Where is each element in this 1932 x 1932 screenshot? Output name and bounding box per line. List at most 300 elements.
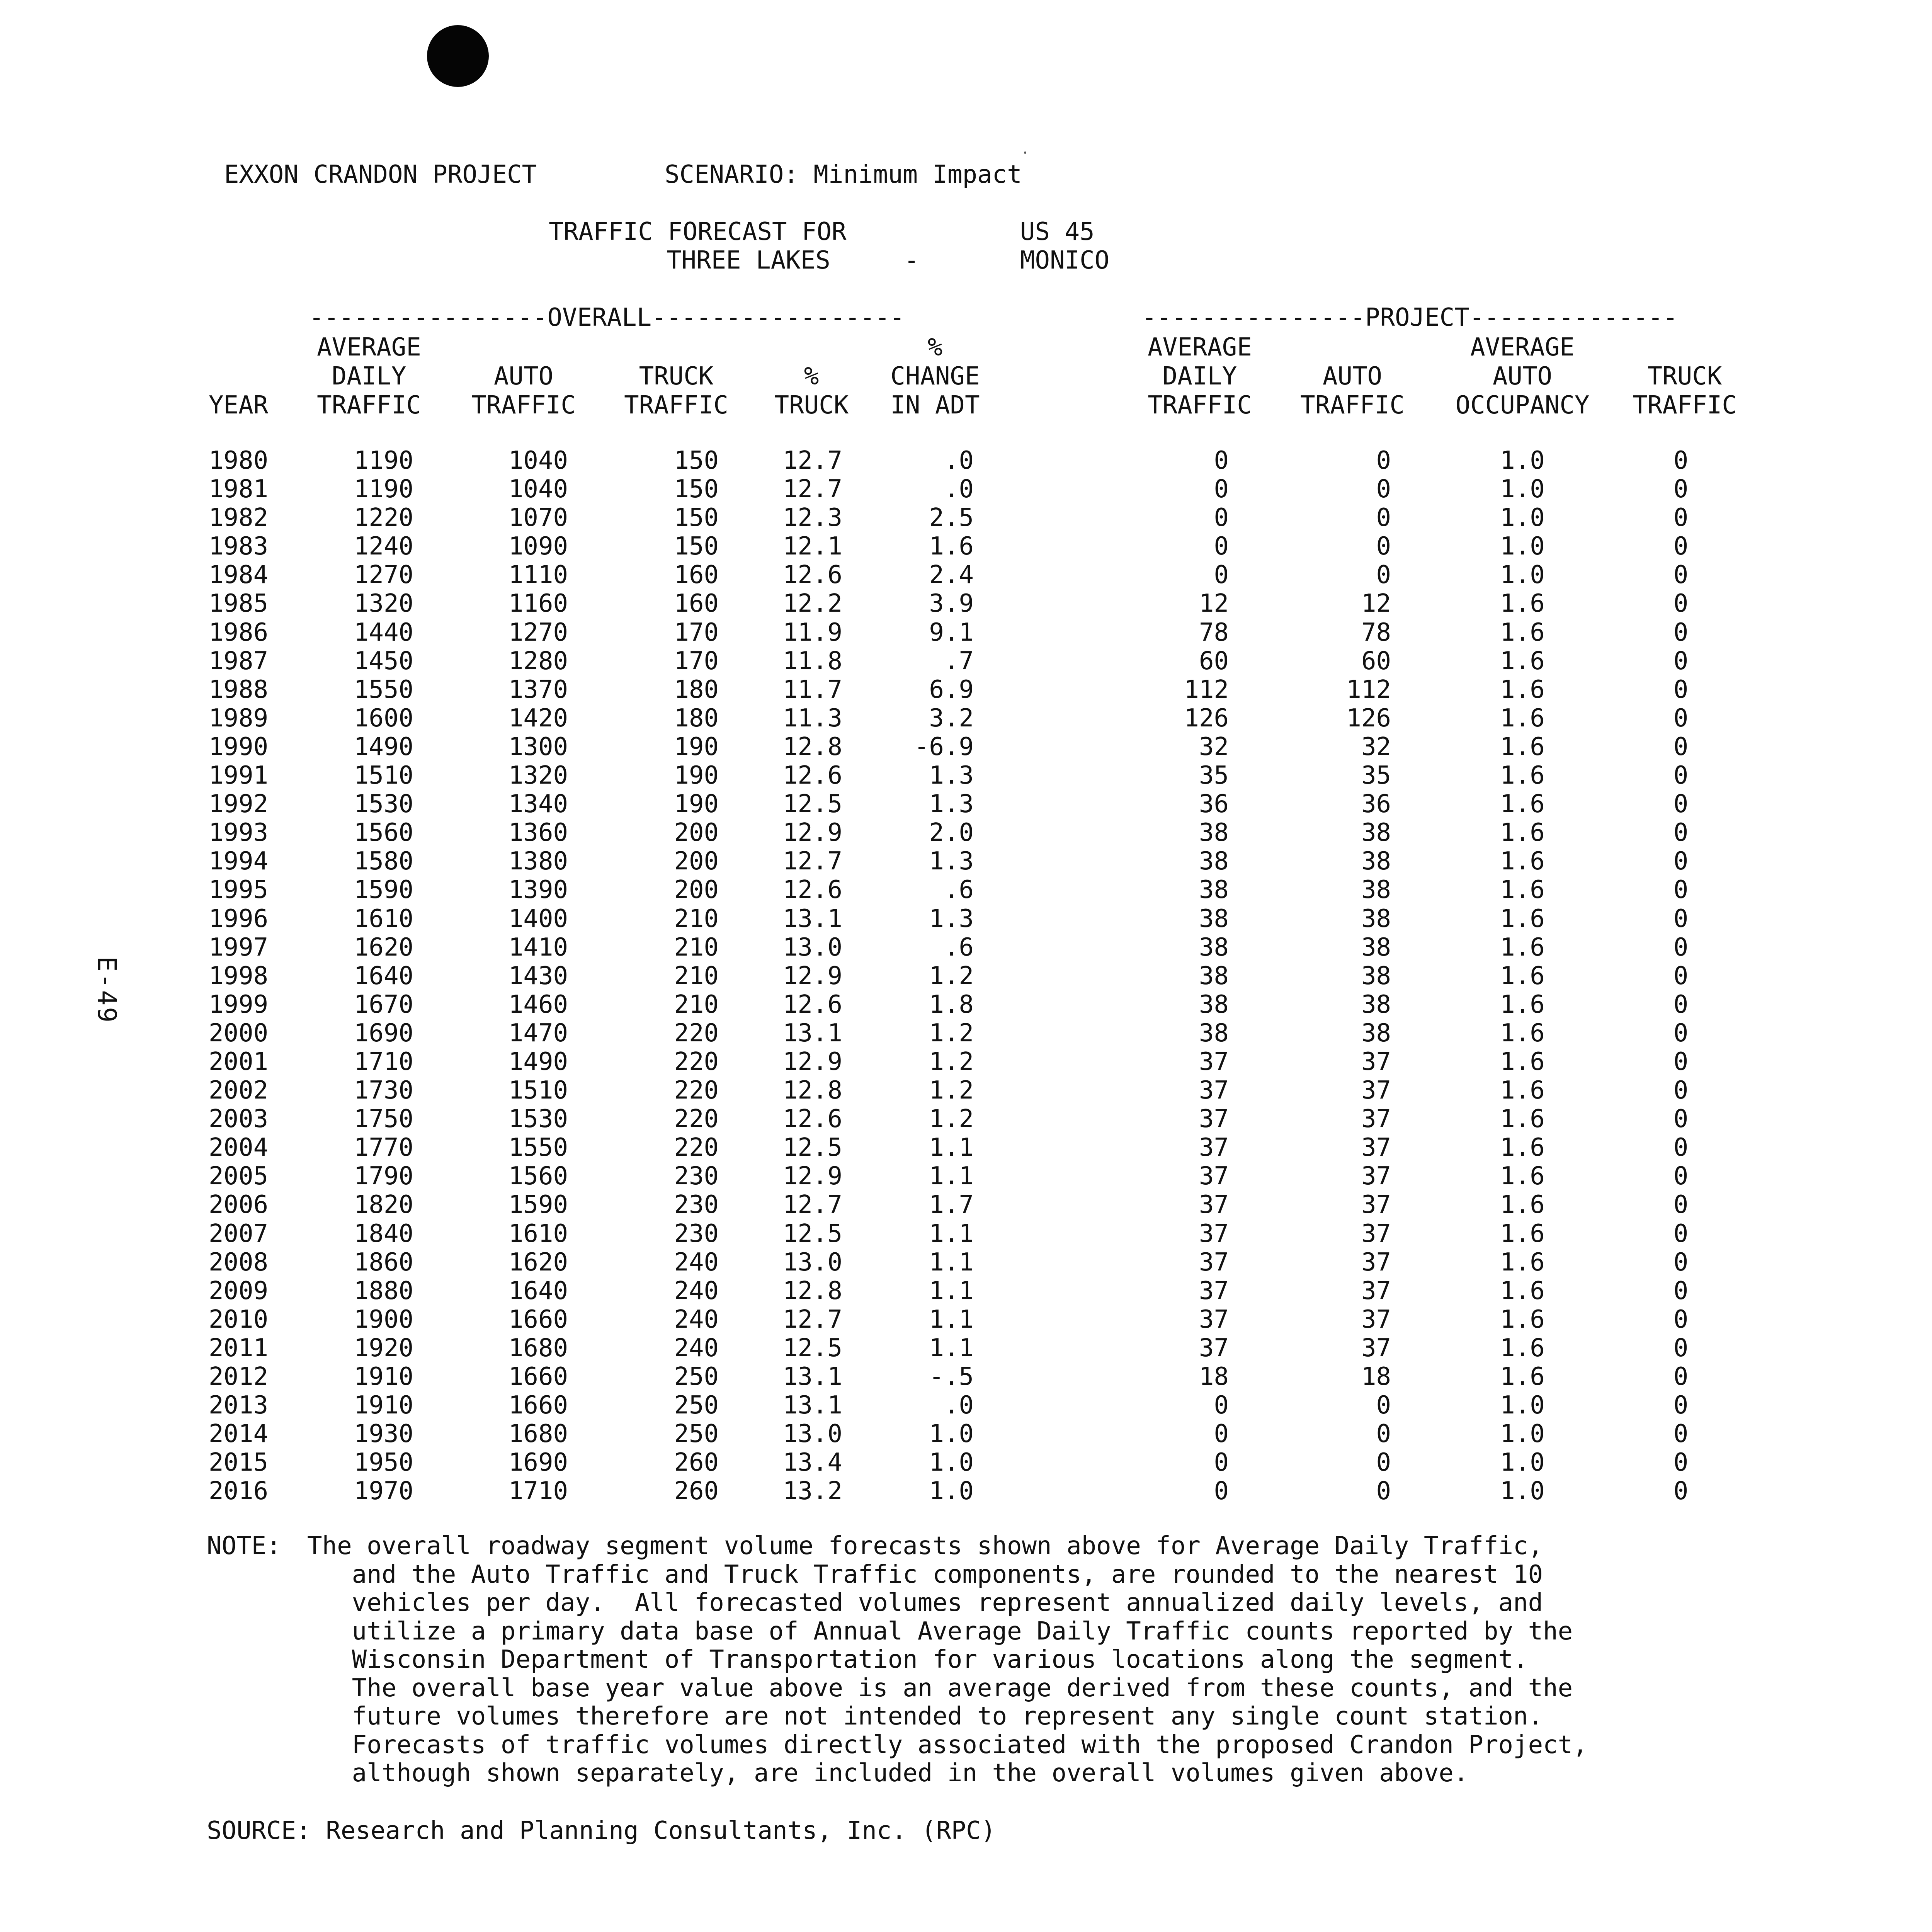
cell-pct-truck: 12.7 [782, 847, 842, 876]
cell-pct-change: 2.4 [929, 561, 974, 590]
cell-pct-change: 1.1 [929, 1162, 974, 1191]
cell-auto-traffic: 1040 [508, 475, 568, 504]
cell-pct-change: 1.1 [929, 1248, 974, 1277]
cell-adt: 1970 [354, 1477, 413, 1506]
cell-project-auto: 37 [1361, 1105, 1391, 1134]
cell-pct-truck: 13.1 [782, 1019, 842, 1048]
cell-pct-truck: 12.5 [782, 790, 842, 819]
cell-auto-traffic: 1560 [508, 1162, 568, 1191]
cell-auto-traffic: 1680 [508, 1420, 568, 1449]
cell-project-auto: 0 [1376, 446, 1391, 475]
cell-year: 2001 [209, 1047, 269, 1076]
cell-adt: 1590 [354, 876, 413, 905]
cell-project-adt: 0 [1214, 1448, 1229, 1477]
cell-project-occupancy: 1.6 [1500, 1162, 1545, 1191]
cell-truck-traffic: 190 [674, 732, 719, 761]
cell-project-truck: 0 [1673, 961, 1689, 990]
cell-project-adt: 37 [1199, 1133, 1229, 1162]
cell-year: 1982 [209, 503, 269, 532]
cell-pct-truck: 12.3 [782, 503, 842, 532]
cell-project-adt: 38 [1199, 933, 1229, 962]
cell-project-auto: 112 [1346, 675, 1391, 704]
cell-pct-change: .0 [944, 1391, 974, 1420]
cell-project-truck: 0 [1673, 561, 1689, 590]
cell-project-adt: 38 [1199, 1019, 1229, 1048]
cell-truck-traffic: 210 [674, 961, 719, 990]
cell-auto-traffic: 1320 [508, 761, 568, 790]
cell-project-truck: 0 [1673, 790, 1689, 819]
cell-project-truck: 0 [1673, 618, 1689, 647]
cell-project-auto: 35 [1361, 761, 1391, 790]
cell-pct-truck: 13.2 [782, 1477, 842, 1506]
cell-project-adt: 37 [1199, 1162, 1229, 1191]
route-label: US 45 [1020, 218, 1095, 246]
cell-pct-truck: 12.6 [782, 876, 842, 905]
cell-truck-traffic: 180 [674, 704, 719, 733]
cell-project-auto: 37 [1361, 1333, 1391, 1362]
cell-truck-traffic: 260 [674, 1448, 719, 1477]
column-year [209, 446, 286, 1505]
cell-pct-truck: 12.6 [782, 1105, 842, 1134]
cell-project-truck: 0 [1673, 1362, 1689, 1391]
project-title: EXXON CRANDON PROJECT [224, 160, 537, 189]
cell-truck-traffic: 170 [674, 618, 719, 647]
cell-project-occupancy: 1.6 [1500, 933, 1545, 962]
cell-project-auto: 32 [1361, 732, 1391, 761]
cell-adt: 1640 [354, 961, 413, 990]
cell-project-adt: 36 [1199, 790, 1229, 819]
cell-pct-truck: 12.7 [782, 1305, 842, 1334]
cell-adt: 1690 [354, 1019, 413, 1048]
cell-project-truck: 0 [1673, 933, 1689, 962]
cell-project-occupancy: 1.6 [1500, 1047, 1545, 1076]
cell-project-adt: 0 [1214, 446, 1229, 475]
cell-project-truck: 0 [1673, 1076, 1689, 1105]
cell-project-occupancy: 1.6 [1500, 704, 1545, 733]
cell-project-occupancy: 1.6 [1500, 1333, 1545, 1362]
scenario-label: SCENARIO: Minimum Impact [665, 160, 1022, 189]
cell-adt: 1220 [354, 503, 413, 532]
cell-project-adt: 38 [1199, 961, 1229, 990]
cell-truck-traffic: 220 [674, 1047, 719, 1076]
cell-truck-traffic: 220 [674, 1019, 719, 1048]
cell-adt: 1930 [354, 1420, 413, 1449]
cell-project-adt: 0 [1214, 475, 1229, 504]
page-number: E-49 [92, 956, 122, 1024]
cell-adt: 1600 [354, 704, 413, 733]
cell-truck-traffic: 260 [674, 1477, 719, 1506]
cell-year: 2016 [209, 1477, 269, 1506]
cell-pct-truck: 12.1 [782, 532, 842, 561]
cell-project-adt: 0 [1214, 503, 1229, 532]
cell-pct-truck: 13.1 [782, 904, 842, 933]
cell-project-occupancy: 1.6 [1500, 847, 1545, 876]
cell-auto-traffic: 1390 [508, 876, 568, 905]
cell-project-occupancy: 1.0 [1500, 475, 1545, 504]
cell-pct-truck: 13.1 [782, 1391, 842, 1420]
cell-year: 1999 [209, 990, 269, 1019]
cell-year: 1996 [209, 904, 269, 933]
cell-truck-traffic: 180 [674, 675, 719, 704]
cell-project-adt: 0 [1214, 532, 1229, 561]
cell-auto-traffic: 1090 [508, 532, 568, 561]
note-label: NOTE: [207, 1532, 281, 1560]
cell-adt: 1750 [354, 1105, 413, 1134]
cell-project-auto: 37 [1361, 1219, 1391, 1248]
cell-adt: 1440 [354, 618, 413, 647]
cell-truck-traffic: 220 [674, 1076, 719, 1105]
cell-auto-traffic: 1660 [508, 1305, 568, 1334]
cell-project-occupancy: 1.6 [1500, 1362, 1545, 1391]
cell-year: 2011 [209, 1333, 269, 1362]
cell-truck-traffic: 210 [674, 990, 719, 1019]
cell-project-auto: 0 [1376, 1448, 1391, 1477]
cell-year: 2009 [209, 1276, 269, 1305]
cell-adt: 1620 [354, 933, 413, 962]
cell-pct-truck: 12.9 [782, 818, 842, 847]
cell-pct-change: 1.8 [929, 990, 974, 1019]
cell-adt: 1820 [354, 1190, 413, 1219]
cell-project-adt: 38 [1199, 990, 1229, 1019]
cell-project-auto: 0 [1376, 532, 1391, 561]
cell-truck-traffic: 170 [674, 646, 719, 675]
cell-project-occupancy: 1.0 [1500, 446, 1545, 475]
header-auto: AUTO TRAFFIC [471, 362, 576, 420]
cell-auto-traffic: 1530 [508, 1105, 568, 1134]
cell-project-truck: 0 [1673, 1019, 1689, 1048]
cell-pct-change: 1.3 [929, 790, 974, 819]
cell-pct-truck: 12.7 [782, 446, 842, 475]
cell-truck-traffic: 240 [674, 1305, 719, 1334]
cell-truck-traffic: 250 [674, 1420, 719, 1449]
cell-truck-traffic: 160 [674, 561, 719, 590]
cell-project-truck: 0 [1673, 818, 1689, 847]
cell-project-truck: 0 [1673, 904, 1689, 933]
cell-project-truck: 0 [1673, 1276, 1689, 1305]
punch-hole-left [427, 25, 489, 87]
cell-auto-traffic: 1110 [508, 561, 568, 590]
cell-project-adt: 37 [1199, 1333, 1229, 1362]
source-line: SOURCE: Research and Planning Consultants, Inc. (RPC) [207, 1816, 996, 1845]
cell-year: 1981 [209, 475, 269, 504]
cell-truck-traffic: 200 [674, 876, 719, 905]
cell-pct-change: .6 [944, 933, 974, 962]
cell-pct-change: 1.6 [929, 532, 974, 561]
column-pct-truck [765, 446, 842, 1505]
cell-pct-change: 1.1 [929, 1333, 974, 1362]
cell-pct-change: 1.2 [929, 961, 974, 990]
cell-pct-truck: 13.0 [782, 1248, 842, 1277]
cell-pct-change: 1.7 [929, 1190, 974, 1219]
cell-year: 2012 [209, 1362, 269, 1391]
cell-project-auto: 38 [1361, 818, 1391, 847]
cell-project-occupancy: 1.6 [1500, 990, 1545, 1019]
cell-truck-traffic: 210 [674, 933, 719, 962]
cell-adt: 1510 [354, 761, 413, 790]
cell-adt: 1240 [354, 532, 413, 561]
cell-truck-traffic: 150 [674, 532, 719, 561]
cell-year: 2008 [209, 1248, 269, 1277]
cell-project-occupancy: 1.6 [1500, 961, 1545, 990]
cell-project-adt: 37 [1199, 1276, 1229, 1305]
cell-year: 2013 [209, 1391, 269, 1420]
cell-project-truck: 0 [1673, 1391, 1689, 1420]
cell-project-adt: 37 [1199, 1190, 1229, 1219]
cell-project-truck: 0 [1673, 876, 1689, 905]
cell-project-occupancy: 1.6 [1500, 790, 1545, 819]
cell-auto-traffic: 1380 [508, 847, 568, 876]
cell-project-auto: 37 [1361, 1248, 1391, 1277]
note-text: The overall roadway segment volume forecasts shown above for Average Daily Traffic, and the Auto Traffic and Truck Traffic components, are rounded to the nearest 10 vehicles per day. All forecasted volumes represent annualized daily levels, and utilize a primary data base of Annual Average Daily Traffic counts reported by the Wisconsin Department of Transportation for various locations along the segment. The overall base year value above is an average derived from these counts, and the future volumes therefore are not intended to represent any single count station. Forecasts of traffic volumes directly associated with the proposed Crandon Project, although shown separately, are included in the overall volumes given above. [307, 1532, 1588, 1787]
cell-project-auto: 0 [1376, 1420, 1391, 1449]
cell-adt: 1770 [354, 1133, 413, 1162]
cell-pct-change: 1.3 [929, 904, 974, 933]
cell-auto-traffic: 1640 [508, 1276, 568, 1305]
cell-year: 2015 [209, 1448, 269, 1477]
cell-project-auto: 38 [1361, 961, 1391, 990]
cell-project-truck: 0 [1673, 847, 1689, 876]
cell-project-auto: 0 [1376, 475, 1391, 504]
cell-pct-truck: 11.3 [782, 704, 842, 733]
cell-project-truck: 0 [1673, 761, 1689, 790]
cell-project-occupancy: 1.0 [1500, 561, 1545, 590]
cell-project-adt: 0 [1214, 1420, 1229, 1449]
cell-truck-traffic: 160 [674, 589, 719, 618]
cell-project-truck: 0 [1673, 1420, 1689, 1449]
cell-pct-truck: 12.5 [782, 1133, 842, 1162]
cell-auto-traffic: 1160 [508, 589, 568, 618]
cell-auto-traffic: 1070 [508, 503, 568, 532]
cell-pct-change: .0 [944, 475, 974, 504]
cell-pct-truck: 12.9 [782, 961, 842, 990]
cell-adt: 1920 [354, 1333, 413, 1362]
cell-project-occupancy: 1.0 [1500, 503, 1545, 532]
cell-project-occupancy: 1.6 [1500, 1276, 1545, 1305]
column-auto [464, 446, 568, 1505]
cell-truck-traffic: 240 [674, 1276, 719, 1305]
cell-project-auto: 60 [1361, 646, 1391, 675]
cell-project-truck: 0 [1673, 1477, 1689, 1506]
header-project-truck: TRUCK TRAFFIC [1633, 362, 1737, 420]
cell-auto-traffic: 1460 [508, 990, 568, 1019]
cell-auto-traffic: 1300 [508, 732, 568, 761]
header-adt: AVERAGE DAILY TRAFFIC [317, 333, 421, 420]
cell-project-auto: 0 [1376, 1477, 1391, 1506]
cell-project-occupancy: 1.6 [1500, 589, 1545, 618]
cell-project-adt: 0 [1214, 1477, 1229, 1506]
cell-project-auto: 37 [1361, 1276, 1391, 1305]
cell-project-auto: 38 [1361, 904, 1391, 933]
cell-pct-change: .6 [944, 876, 974, 905]
overall-group-header: ----------------OVERALL----------------- [309, 305, 905, 330]
cell-project-auto: 37 [1361, 1076, 1391, 1105]
cell-adt: 1910 [354, 1362, 413, 1391]
cell-year: 2003 [209, 1105, 269, 1134]
cell-pct-change: 2.0 [929, 818, 974, 847]
cell-adt: 1190 [354, 475, 413, 504]
cell-truck-traffic: 200 [674, 818, 719, 847]
cell-auto-traffic: 1370 [508, 675, 568, 704]
cell-project-truck: 0 [1673, 1190, 1689, 1219]
cell-pct-change: 1.3 [929, 761, 974, 790]
cell-auto-traffic: 1400 [508, 904, 568, 933]
cell-auto-traffic: 1660 [508, 1391, 568, 1420]
column-truck [618, 446, 719, 1505]
cell-year: 1984 [209, 561, 269, 590]
segment-from: THREE LAKES [667, 246, 830, 275]
header-pct-truck: % TRUCK [774, 362, 849, 420]
cell-project-occupancy: 1.6 [1500, 1133, 1545, 1162]
cell-project-auto: 37 [1361, 1190, 1391, 1219]
cell-project-occupancy: 1.6 [1500, 618, 1545, 647]
cell-project-adt: 126 [1184, 704, 1229, 733]
cell-project-adt: 37 [1199, 1219, 1229, 1248]
cell-project-auto: 78 [1361, 618, 1391, 647]
cell-project-occupancy: 1.6 [1500, 646, 1545, 675]
cell-project-adt: 32 [1199, 732, 1229, 761]
cell-truck-traffic: 230 [674, 1219, 719, 1248]
cell-project-truck: 0 [1673, 1333, 1689, 1362]
cell-auto-traffic: 1620 [508, 1248, 568, 1277]
cell-pct-truck: 12.5 [782, 1333, 842, 1362]
cell-project-occupancy: 1.6 [1500, 1190, 1545, 1219]
cell-pct-truck: 12.7 [782, 1190, 842, 1219]
header-pct-change: % CHANGE IN ADT [890, 333, 980, 420]
cell-adt: 1560 [354, 818, 413, 847]
cell-pct-truck: 12.9 [782, 1047, 842, 1076]
cell-project-auto: 37 [1361, 1162, 1391, 1191]
column-project-occupancy [1453, 446, 1592, 1505]
column-pct-change [881, 446, 974, 1505]
cell-truck-traffic: 200 [674, 847, 719, 876]
cell-project-truck: 0 [1673, 1219, 1689, 1248]
cell-adt: 1910 [354, 1391, 413, 1420]
cell-project-truck: 0 [1673, 1105, 1689, 1134]
cell-project-occupancy: 1.6 [1500, 1219, 1545, 1248]
cell-project-occupancy: 1.0 [1500, 1391, 1545, 1420]
cell-project-adt: 0 [1214, 561, 1229, 590]
cell-project-truck: 0 [1673, 446, 1689, 475]
cell-auto-traffic: 1550 [508, 1133, 568, 1162]
cell-project-occupancy: 1.6 [1500, 1305, 1545, 1334]
cell-year: 2010 [209, 1305, 269, 1334]
cell-project-adt: 18 [1199, 1362, 1229, 1391]
cell-project-adt: 37 [1199, 1305, 1229, 1334]
cell-pct-change: 1.1 [929, 1219, 974, 1248]
cell-project-adt: 38 [1199, 847, 1229, 876]
header-project-occupancy: AVERAGE AUTO OCCUPANCY [1455, 333, 1590, 420]
cell-pct-change: -6.9 [914, 732, 974, 761]
cell-truck-traffic: 250 [674, 1362, 719, 1391]
cell-project-adt: 0 [1214, 1391, 1229, 1420]
cell-truck-traffic: 220 [674, 1133, 719, 1162]
cell-pct-change: 1.2 [929, 1019, 974, 1048]
cell-truck-traffic: 190 [674, 790, 719, 819]
cell-pct-truck: 13.1 [782, 1362, 842, 1391]
cell-truck-traffic: 230 [674, 1162, 719, 1191]
cell-project-occupancy: 1.0 [1500, 532, 1545, 561]
cell-project-occupancy: 1.6 [1500, 904, 1545, 933]
cell-project-auto: 0 [1376, 1391, 1391, 1420]
cell-project-auto: 0 [1376, 561, 1391, 590]
cell-year: 2005 [209, 1162, 269, 1191]
cell-truck-traffic: 150 [674, 475, 719, 504]
cell-adt: 1710 [354, 1047, 413, 1076]
forecast-label: TRAFFIC FORECAST FOR [549, 218, 847, 246]
cell-project-adt: 112 [1184, 675, 1229, 704]
cell-pct-change: 1.1 [929, 1276, 974, 1305]
cell-auto-traffic: 1590 [508, 1190, 568, 1219]
cell-pct-change: -.5 [929, 1362, 974, 1391]
cell-auto-traffic: 1040 [508, 446, 568, 475]
cell-adt: 1580 [354, 847, 413, 876]
cell-auto-traffic: 1340 [508, 790, 568, 819]
cell-project-occupancy: 1.6 [1500, 732, 1545, 761]
cell-truck-traffic: 220 [674, 1105, 719, 1134]
cell-project-adt: 38 [1199, 876, 1229, 905]
cell-project-truck: 0 [1673, 1133, 1689, 1162]
cell-pct-truck: 12.9 [782, 1162, 842, 1191]
cell-year: 1993 [209, 818, 269, 847]
cell-project-adt: 37 [1199, 1076, 1229, 1105]
cell-auto-traffic: 1680 [508, 1333, 568, 1362]
cell-project-auto: 126 [1346, 704, 1391, 733]
cell-project-occupancy: 1.6 [1500, 1019, 1545, 1048]
cell-project-adt: 37 [1199, 1105, 1229, 1134]
cell-adt: 1950 [354, 1448, 413, 1477]
cell-project-adt: 38 [1199, 818, 1229, 847]
project-group-header: ---------------PROJECT-------------- [1142, 305, 1678, 330]
segment-dash: - [904, 246, 919, 275]
cell-pct-truck: 12.7 [782, 475, 842, 504]
cell-project-truck: 0 [1673, 704, 1689, 733]
cell-project-occupancy: 1.6 [1500, 818, 1545, 847]
cell-adt: 1190 [354, 446, 413, 475]
cell-truck-traffic: 150 [674, 446, 719, 475]
cell-project-truck: 0 [1673, 589, 1689, 618]
cell-auto-traffic: 1280 [508, 646, 568, 675]
cell-pct-change: .0 [944, 446, 974, 475]
cell-pct-change: 1.0 [929, 1420, 974, 1449]
cell-project-occupancy: 1.6 [1500, 1248, 1545, 1277]
header-year: YEAR [209, 391, 269, 420]
column-project-adt [1159, 446, 1229, 1505]
cell-project-auto: 38 [1361, 990, 1391, 1019]
cell-pct-change: .7 [944, 646, 974, 675]
cell-year: 2006 [209, 1190, 269, 1219]
column-adt [309, 446, 413, 1505]
cell-year: 2004 [209, 1133, 269, 1162]
cell-project-auto: 18 [1361, 1362, 1391, 1391]
cell-project-auto: 37 [1361, 1047, 1391, 1076]
cell-adt: 1490 [354, 732, 413, 761]
cell-project-truck: 0 [1673, 1248, 1689, 1277]
cell-year: 2007 [209, 1219, 269, 1248]
cell-pct-change: 2.5 [929, 503, 974, 532]
cell-pct-change: 9.1 [929, 618, 974, 647]
cell-year: 2002 [209, 1076, 269, 1105]
cell-project-occupancy: 1.6 [1500, 675, 1545, 704]
cell-project-occupancy: 1.0 [1500, 1420, 1545, 1449]
header-project-adt: AVERAGE DAILY TRAFFIC [1148, 333, 1252, 420]
cell-pct-truck: 13.0 [782, 933, 842, 962]
cell-year: 2014 [209, 1420, 269, 1449]
cell-auto-traffic: 1470 [508, 1019, 568, 1048]
cell-pct-truck: 11.8 [782, 646, 842, 675]
cell-pct-change: 3.9 [929, 589, 974, 618]
cell-pct-truck: 12.6 [782, 561, 842, 590]
cell-project-truck: 0 [1673, 1162, 1689, 1191]
